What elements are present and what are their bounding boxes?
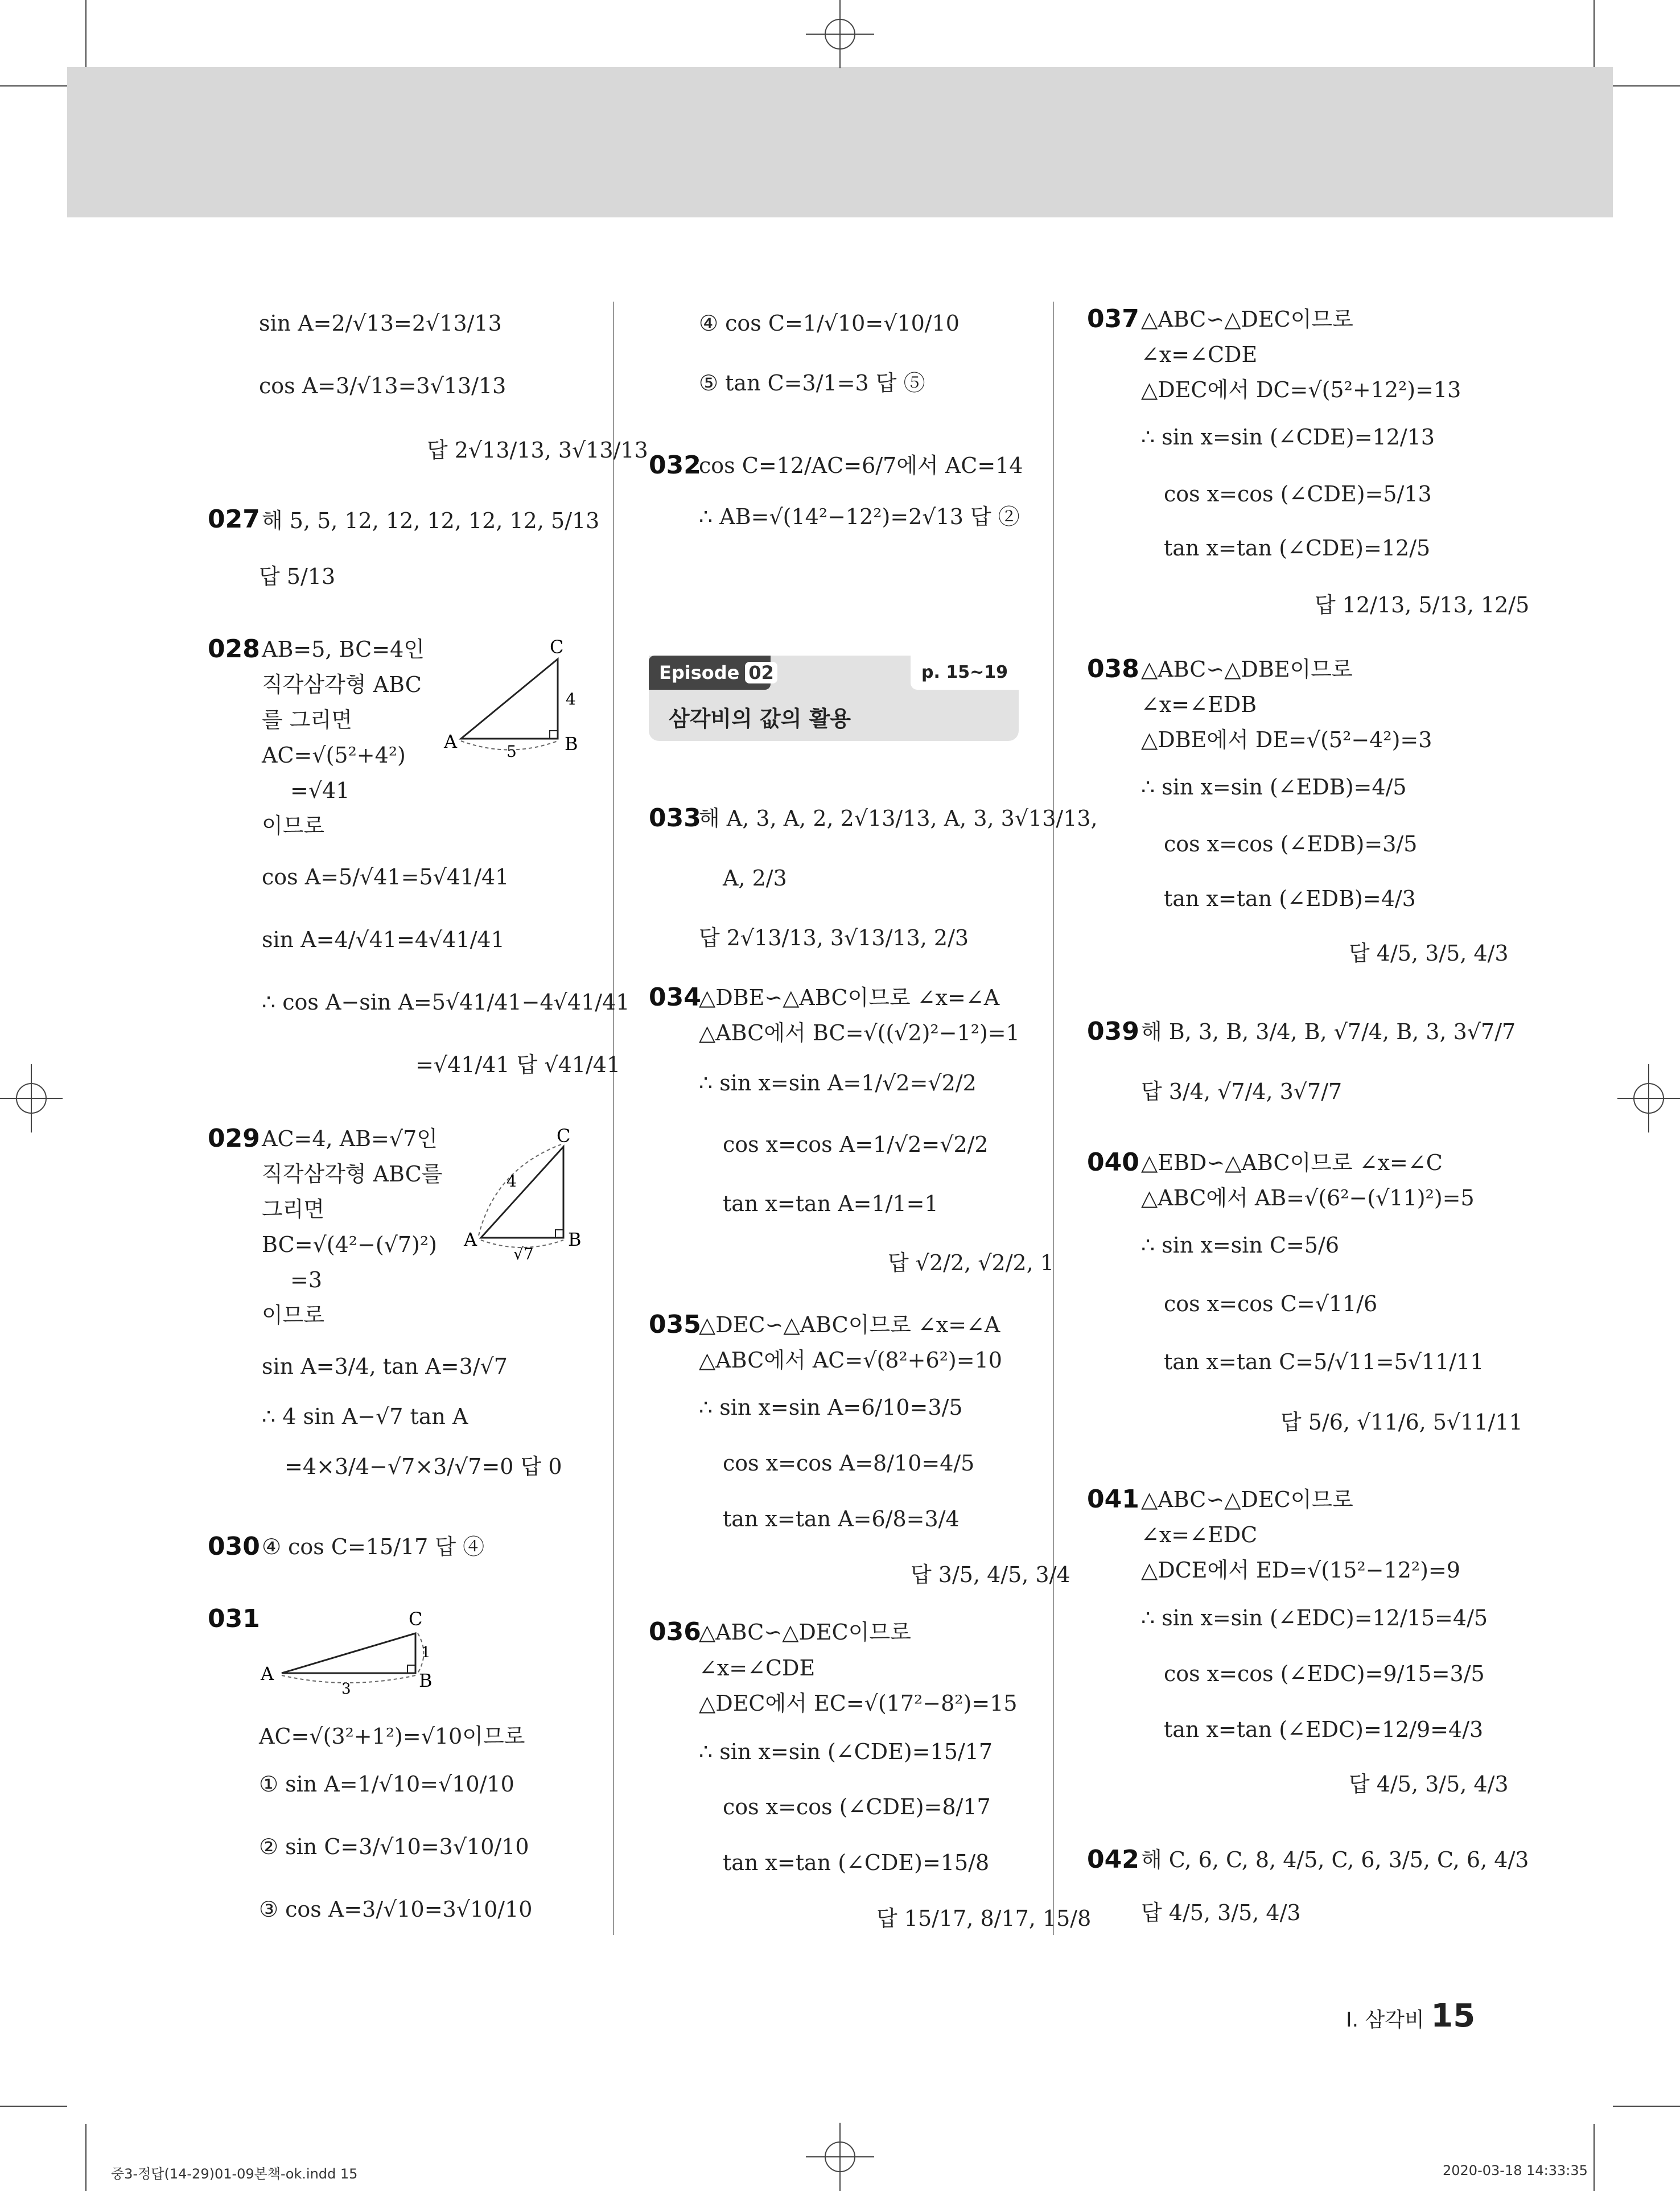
problem-number: 033 <box>649 804 701 833</box>
math-line: cos A=5/√41=5√41/41 <box>262 864 509 889</box>
math-line: sin A=2/√13=2√13/13 <box>259 311 502 336</box>
problem-number: 028 <box>208 635 260 664</box>
vertex-label: B <box>419 1670 433 1691</box>
math-line: ③ cos A=3/√10=3√10/10 <box>259 1897 533 1922</box>
side-label: 5 <box>507 742 517 761</box>
text-line: 직각삼각형 ABC <box>262 672 422 697</box>
answer-line: 답 √2/2, √2/2, 1 <box>888 1250 1055 1275</box>
problem-number: 032 <box>649 451 701 480</box>
registration-mark <box>0 1064 63 1132</box>
crop-mark <box>0 2106 67 2107</box>
math-line: ∴ sin x=sin (∠EDB)=4/5 <box>1141 775 1407 800</box>
math-line: ∴ sin x=sin (∠CDE)=12/13 <box>1141 425 1435 450</box>
math-line: tan x=tan (∠CDE)=12/5 <box>1164 536 1431 561</box>
math-line: 해 B, 3, B, 3/4, B, √7/4, B, 3, 3√7/7 <box>1141 1019 1516 1044</box>
page-number: 15 <box>1431 1998 1476 2034</box>
problem-number: 035 <box>649 1310 701 1339</box>
math-line: cos x=cos (∠EDB)=3/5 <box>1164 831 1418 856</box>
crop-mark <box>1613 2106 1680 2107</box>
episode-number: 02 <box>745 662 777 683</box>
math-line: △DBE∽△ABC이므로 ∠x=∠A <box>699 985 1000 1010</box>
math-line: sin A=4/√41=4√41/41 <box>262 927 505 952</box>
math-line: △DEC에서 EC=√(17²−8²)=15 <box>699 1691 1018 1716</box>
slug-timestamp: 2020-03-18 14:33:35 <box>1443 2163 1588 2178</box>
math-line: △ABC∽△DEC이므로 <box>1141 1487 1353 1512</box>
math-line: cos x=cos (∠CDE)=8/17 <box>723 1794 991 1819</box>
registration-mark <box>806 2123 874 2191</box>
problem-number: 029 <box>208 1124 260 1153</box>
vertex-label: B <box>568 1229 582 1250</box>
math-line: ⑤ tan C=3/1=3 답 ⑤ <box>699 370 925 396</box>
math-line: =3 <box>290 1267 323 1292</box>
math-line: ① sin A=1/√10=√10/10 <box>259 1772 514 1797</box>
vertex-label: C <box>557 1125 571 1147</box>
side-label: 1 <box>421 1644 431 1661</box>
triangle-figure-028 <box>438 636 586 761</box>
math-line: ② sin C=3/√10=3√10/10 <box>259 1834 529 1859</box>
math-line: △DEC∽△ABC이므로 ∠x=∠A <box>699 1312 1000 1337</box>
math-line: △ABC∽△DBE이므로 <box>1141 657 1353 682</box>
answer-line: 답 15/17, 8/17, 15/8 <box>876 1906 1092 1931</box>
math-line: △ABC에서 AB=√(6²−(√11)²)=5 <box>1141 1185 1475 1210</box>
side-label: 4 <box>566 690 576 709</box>
math-line: BC=√(4²−(√7)²) <box>262 1232 437 1257</box>
math-line: AC=4, AB=√7인 <box>262 1126 438 1151</box>
math-line: cos x=cos (∠EDC)=9/15=3/5 <box>1164 1661 1485 1686</box>
math-line: △EBD∽△ABC이므로 ∠x=∠C <box>1141 1150 1443 1175</box>
math-line: AB=5, BC=4인 <box>262 637 425 662</box>
math-line: △DEC에서 DC=√(5²+12²)=13 <box>1141 377 1461 402</box>
math-line: =√41 <box>290 778 350 803</box>
math-line: ∠x=∠EDC <box>1141 1522 1258 1547</box>
crop-mark <box>1593 2124 1595 2191</box>
crop-mark <box>1593 0 1595 67</box>
math-line: 해 5, 5, 12, 12, 12, 12, 12, 5/13 <box>262 508 600 533</box>
crop-mark <box>85 2124 87 2191</box>
math-line: tan x=tan A=6/8=3/4 <box>723 1506 960 1531</box>
math-line: tan x=tan (∠CDE)=15/8 <box>723 1850 990 1875</box>
math-line: ∴ sin x=sin (∠EDC)=12/15=4/5 <box>1141 1605 1488 1630</box>
slug-file: 중3-정답(14-29)01-09본책-ok.indd 15 <box>111 2166 358 2182</box>
problem-number: 038 <box>1087 654 1139 683</box>
answer-line: 답 4/5, 3/5, 4/3 <box>1349 941 1509 966</box>
episode-tag: Episode 02 <box>649 656 771 690</box>
math-line: ∴ sin x=sin A=1/√2=√2/2 <box>699 1070 977 1096</box>
problem-number: 042 <box>1087 1845 1139 1874</box>
problem-number: 037 <box>1087 304 1139 333</box>
math-line: cos x=cos (∠CDE)=5/13 <box>1164 481 1432 506</box>
answer-line: 답 4/5, 3/5, 4/3 <box>1141 1900 1301 1925</box>
text-line: 직각삼각형 ABC를 <box>262 1162 443 1187</box>
problem-number: 027 <box>208 505 260 534</box>
column-divider <box>613 302 614 1935</box>
text-line: 를 그리면 <box>262 707 352 732</box>
math-line: 해 A, 3, A, 2, 2√13/13, A, 3, 3√13/13, <box>699 806 1098 831</box>
math-line: ∴ AB=√(14²−12²)=2√13 답 ② <box>699 504 1020 529</box>
answer-line: 답 3/4, √7/4, 3√7/7 <box>1141 1079 1343 1104</box>
problem-number: 036 <box>649 1617 701 1646</box>
math-line: AC=√(3²+1²)=√10이므로 <box>259 1724 525 1749</box>
vertex-label: B <box>565 733 578 755</box>
episode-pages: p. 15~19 <box>911 656 1019 690</box>
math-line: tan x=tan A=1/1=1 <box>723 1191 938 1216</box>
math-line: ④ cos C=1/√10=√10/10 <box>699 311 960 336</box>
math-line: ∠x=∠CDE <box>699 1655 816 1681</box>
math-line: △ABC에서 BC=√((√2)²−1²)=1 <box>699 1020 1020 1045</box>
vertex-label: A <box>261 1663 274 1685</box>
math-line: 해 C, 6, C, 8, 4/5, C, 6, 3/5, C, 6, 4/3 <box>1141 1847 1529 1872</box>
problem-number: 039 <box>1087 1017 1139 1046</box>
math-line: tan x=tan (∠EDB)=4/3 <box>1164 886 1416 911</box>
math-line: =4×3/4−√7×3/√7=0 답 0 <box>285 1454 562 1479</box>
vertex-label: C <box>550 636 564 658</box>
vertex-label: C <box>409 1608 423 1630</box>
math-line: ∴ sin x=sin C=5/6 <box>1141 1233 1340 1258</box>
math-line: ④ cos C=15/17 답 ④ <box>262 1534 485 1559</box>
math-line: △DBE에서 DE=√(5²−4²)=3 <box>1141 727 1432 752</box>
math-line: △ABC∽△DEC이므로 <box>699 1620 911 1645</box>
math-line: cos x=cos A=8/10=4/5 <box>723 1451 975 1476</box>
math-line: ∠x=∠CDE <box>1141 342 1258 367</box>
math-line: ∴ sin x=sin (∠CDE)=15/17 <box>699 1739 993 1764</box>
text-line: 그리면 <box>262 1197 325 1222</box>
problem-number: 031 <box>208 1604 260 1633</box>
registration-mark <box>1617 1064 1680 1132</box>
vertex-label: A <box>444 731 458 752</box>
header-band <box>67 67 1613 217</box>
math-line: cos x=cos A=1/√2=√2/2 <box>723 1132 989 1157</box>
answer-line: =√41/41 답 √41/41 <box>415 1052 621 1077</box>
math-line: A, 2/3 <box>723 866 787 891</box>
math-line: ∠x=∠EDB <box>1141 692 1257 717</box>
math-line: ∴ sin x=sin A=6/10=3/5 <box>699 1395 963 1420</box>
math-line: △DCE에서 ED=√(15²−12²)=9 <box>1141 1558 1460 1583</box>
side-label: 3 <box>341 1681 351 1698</box>
problem-number: 041 <box>1087 1485 1139 1514</box>
answer-line: 답 2√13/13, 3√13/13, 2/3 <box>699 925 969 950</box>
column-divider <box>1053 302 1054 1935</box>
triangle-figure-031 <box>256 1605 444 1702</box>
problem-number: 034 <box>649 983 701 1012</box>
triangle-figure-029 <box>461 1124 592 1266</box>
answer-line: 답 2√13/13, 3√13/13 <box>427 438 648 463</box>
answer-line: 답 12/13, 5/13, 12/5 <box>1315 592 1530 617</box>
answer-line: 답 5/6, √11/6, 5√11/11 <box>1280 1410 1523 1435</box>
vertex-label: A <box>464 1229 477 1250</box>
side-label: √7 <box>513 1245 534 1263</box>
problem-number: 040 <box>1087 1148 1139 1177</box>
math-line: tan x=tan (∠EDC)=12/9=4/3 <box>1164 1717 1484 1742</box>
math-line: sin A=3/4, tan A=3/√7 <box>262 1354 508 1379</box>
math-line: tan x=tan C=5/√11=5√11/11 <box>1164 1349 1484 1374</box>
answer-line: 답 3/5, 4/5, 3/4 <box>911 1562 1070 1587</box>
math-line: cos A=3/√13=3√13/13 <box>259 373 507 398</box>
problem-number: 030 <box>208 1532 260 1561</box>
side-label: 4 <box>507 1172 517 1191</box>
footer <box>1346 1998 1475 2034</box>
math-line: cos x=cos C=√11/6 <box>1164 1291 1378 1316</box>
crop-mark <box>0 85 67 87</box>
math-line: ∴ cos A−sin A=5√41/41−4√41/41 <box>262 990 630 1015</box>
section-label: I. 삼각비 <box>1346 2008 1424 2032</box>
answer-line: 답 4/5, 3/5, 4/3 <box>1349 1772 1509 1797</box>
crop-mark <box>1613 85 1680 87</box>
math-line: cos C=12/AC=6/7에서 AC=14 <box>699 453 1023 478</box>
episode-title: 삼각비의 값의 활용 <box>669 706 851 731</box>
text-line: 이므로 <box>262 1303 325 1328</box>
text-line: 이므로 <box>262 813 325 838</box>
math-line: ∴ 4 sin A−√7 tan A <box>262 1404 468 1429</box>
crop-mark <box>85 0 87 67</box>
registration-mark <box>806 0 874 68</box>
answer-line: 답 5/13 <box>259 564 336 589</box>
math-line: △ABC∽△DEC이므로 <box>1141 307 1353 332</box>
math-line: AC=√(5²+4²) <box>262 743 406 768</box>
math-line: △ABC에서 AC=√(8²+6²)=10 <box>699 1348 1002 1373</box>
